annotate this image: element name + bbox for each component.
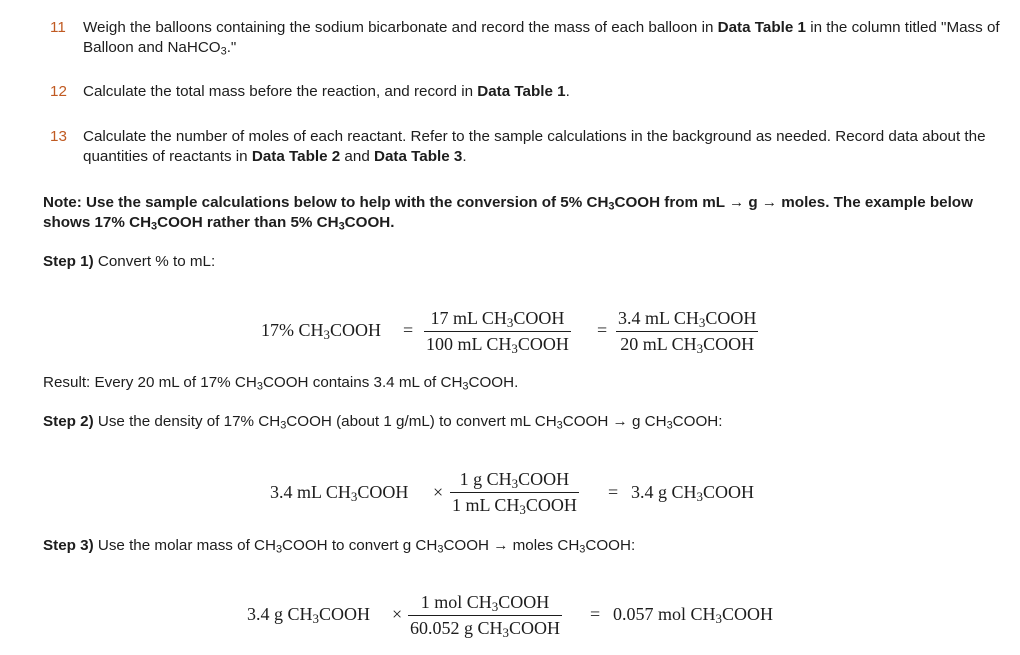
eq2-lhs: 3.4 mL $CH_3COOH$ <box>270 482 409 505</box>
step3-heading: Step 3) Use the molar mass of $CH_3COOH$ to convert g $CH_3COOH$ → moles $CH_3COOH$: <box>43 537 636 556</box>
step-13 <box>50 127 1000 167</box>
step1-heading: Step 1) Convert % to mL: <box>43 253 216 270</box>
equals-sign: = <box>608 482 619 502</box>
result-text: Result: Every 20 mL of 17% $CH_3COOH$ contains 3.4 mL of $CH_3COOH$. <box>43 374 519 393</box>
step-text: Calculate the total mass before the reaction, and record in Data Table 1. <box>83 83 570 100</box>
eq2-rhs: 3.4 g $CH_3COOH$ <box>631 482 755 505</box>
step-number: 12 <box>50 83 67 100</box>
step-number: 13 <box>50 128 67 145</box>
eq3-rhs: 0.057 mol $CH_3COOH$ <box>613 604 774 627</box>
times-sign: × <box>392 604 403 624</box>
eq3-lhs: 3.4 g $CH_3COOH$ <box>247 604 371 627</box>
eq1-fraction-1: 17 mL $CH_3COOH$ 100 mL $CH_3COOH$ <box>426 308 569 357</box>
equals-sign: = <box>590 604 601 624</box>
step-number: 11 <box>50 19 66 36</box>
equals-sign: = <box>403 320 414 340</box>
eq2-fraction: 1 g $CH_3COOH$ 1 mL $CH_3COOH$ <box>452 469 577 518</box>
step-text: Weigh the balloons containing the sodium bicarbonate and record the mass of each balloon in Data Table 1 in the column titled "Mass of Balloon and NaHCO$_3$." <box>83 19 1000 58</box>
eq1-lhs: 17% $CH_3COOH$ <box>261 320 381 343</box>
step-11 <box>50 18 1000 58</box>
step-text: Calculate the number of moles of each reactant. Refer to the sample calculations in the background as needed. Record data about the quantities of reactants in Data Table 2 and Data Table 3. <box>83 128 986 165</box>
times-sign: × <box>433 482 444 502</box>
equals-sign: = <box>597 320 608 340</box>
step2-heading: Step 2) Use the density of 17% $CH_3COOH$ (about 1 g/mL) to convert mL $CH_3COOH \to g$ $CH_3COOH$: <box>43 413 723 432</box>
eq3-fraction: 1 mol $CH_3COOH$ 60.052 g $CH_3COOH$ <box>410 592 561 641</box>
step-12 <box>50 82 1000 102</box>
eq1-fraction-2: 3.4 mL $CH_3COOH$ 20 mL $CH_3COOH$ <box>618 308 757 357</box>
note-paragraph: Note: Use the sample calculations below to help with the conversion of 5% $CH_3COOH$ from mL → g → moles. The example below shows 17% $CH_3COOH$ rather than 5% $CH_3COOH$. <box>43 194 973 233</box>
